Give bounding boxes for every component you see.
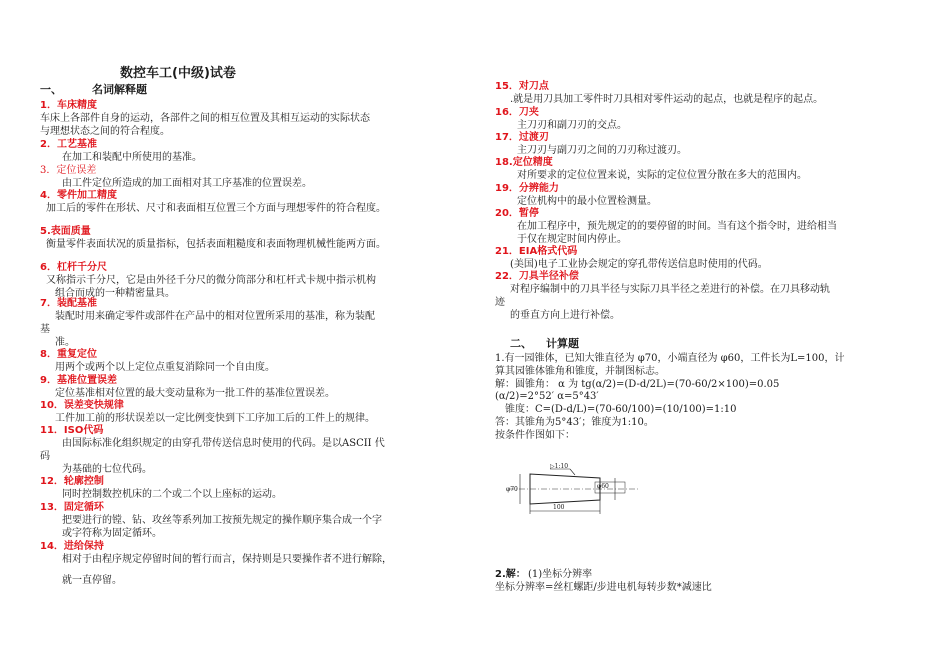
term-18: 18.定位精度 [495,157,553,168]
section2-heading: 计算题 [546,337,579,350]
term-7: 7．装配基准 [40,298,97,309]
q1-line5: 锥度：C=(D-d/L)=(70-60/100)=(10/100)=1:10 [505,404,737,415]
term-11: 11．ISO代码 [40,425,104,436]
fig-small-diameter: φ60 [597,483,609,490]
def-13-line2: 或字符称为固定循环。 [62,528,162,539]
term-1: 1．车床精度 [40,100,97,111]
def-22-line1: 对程序编制中的刀具半径与实际刀具半径之差进行的补偿。在刀具移动轨 [510,284,830,295]
q2-number: 2.解： [495,569,526,580]
term-20: 20．暂停 [495,208,539,219]
def-14-line1: 相对于由程序规定停留时间的暂行而言，保持则是只要操作者不进行解除， [62,554,392,565]
def-7-line2: 基 [40,324,50,335]
def-18-line1: 对所要求的定位位置来说，实际的定位位置分散在多大的范围内。 [517,170,807,181]
def-20-line2: 于仅在规定时间内停止。 [517,234,627,245]
term-19: 19．分辨能力 [495,183,559,194]
fig-big-diameter: φ70 [506,486,518,493]
term-6: 6．杠杆千分尺 [40,262,107,273]
q1-line1: 1.有一园锥体，已知大锥直径为 φ70，小端直径为 φ60，工件长为L=100，计 [495,353,845,364]
section1-heading: 名词解释题 [92,83,147,96]
def-15-line1: .就是用刀具加工零件时刀具相对零件运动的起点，也就是程序的起点。 [510,94,824,105]
def-21-line1: (美国)电子工业协会规定的穿孔带传送信息时使用的代码。 [510,259,768,270]
term-12: 12．轮廓控制 [40,476,104,487]
def-19-line1: 定位机构中的最小位置检测量。 [517,196,657,207]
def-4-line1: 加工后的零件在形状、尺寸和表面相互位置三个方面与理想零件的符合程度。 [46,203,386,214]
def-17-line1: 主刀刃与副刀刃之间的刀刃称过渡刃。 [517,145,687,156]
def-6-line2: 组合而成的一种精密量具。 [55,288,175,299]
q2-line2: 坐标分辨率=丝杠螺距/步进电机每转步数*减速比 [495,582,712,593]
def-22-line2: 迹 [495,297,505,308]
fig-length: 100 [553,504,565,511]
q1-line4: (α/2)=2°52′ α=5°43′ [495,391,599,402]
q1-line7: 按条件作图如下： [495,430,575,441]
term-9: 9．基准位置误差 [40,375,117,386]
term-14: 14．进给保持 [40,541,104,552]
fig-taper-label: ▷1:10 [550,463,569,470]
section2-number: 二、 [510,337,532,350]
def-11-line3: 为基础的七位代码。 [62,464,152,475]
def-8-line1: 用两个或两个以上定位点重复消除同一个自由度。 [55,362,275,373]
term-4: 4．零件加工精度 [40,190,117,201]
def-9-line1: 定位基准相对位置的最大变动量称为一批工件的基准位置误差。 [55,388,335,399]
def-6-line1: 又称指示千分尺，它是由外径千分尺的微分筒部分和杠杆式卡规中指示机构 [46,275,376,286]
page-title: 数控车工(中级)试卷 [120,66,236,81]
def-12-line1: 同时控制数控机床的二个或二个以上座标的运动。 [62,489,282,500]
term-3: 3．定位误差 [40,165,97,176]
def-2-line1: 在加工和装配中所使用的基准。 [62,152,202,163]
def-3-line1: 由工件定位所造成的加工面相对其工序基准的位置误差。 [62,178,312,189]
term-16: 16．刀夹 [495,107,539,118]
cone-figure [505,460,645,520]
q1-line6: 答：其锥角为5°43′；锥度为1:10。 [495,417,654,428]
term-22: 22．刀具半径补偿 [495,271,579,282]
def-1-line2: 与理想状态之间的符合程度。 [40,126,170,137]
term-13: 13．固定循环 [40,502,104,513]
term-5: 5.表面质量 [40,226,91,237]
def-7-line3: 准。 [55,337,75,348]
def-11-line2: 码 [40,451,50,462]
def-5-line1: 衡量零件表面状况的质量指标，包括表面粗糙度和表面物理机械性能两方面。 [46,239,386,250]
q1-line3: 解：圆锥角： α 为 tg(α/2)=(D-d/2L)=(70-60/2×100)=0.05 [495,379,780,390]
q1-line2: 算其园锥体锥角和锥度，并制图标志。 [495,366,665,377]
term-21: 21．EIA格式代码 [495,246,578,257]
def-16-line1: 主刀刃和副刀刃的交点。 [517,120,627,131]
def-13-line1: 把要进行的镗、钻、攻丝等系列加工按预先规定的操作顺序集合成一个字 [62,515,382,526]
def-11-line1: 由国际标准化组织规定的由穿孔带传送信息时使用的代码。是以ASCII 代 [62,438,385,449]
def-14-line2: 就一直停留。 [62,575,122,586]
term-8: 8．重复定位 [40,349,97,360]
term-10: 10．误差变快规律 [40,400,124,411]
term-2: 2．工艺基准 [40,139,97,150]
section1-number: 一、 [40,83,62,96]
q2-line1: (1)坐标分辨率 [528,569,593,580]
def-22-line3: 的垂直方向上进行补偿。 [510,310,620,321]
def-1-line1: 车床上各部件自身的运动，各部件之间的相互位置及其相互运动的实际状态 [40,113,370,124]
def-7-line1: 装配时用来确定零件或部件在产品中的相对位置所采用的基准，称为装配 [55,311,375,322]
term-17: 17．过渡刃 [495,132,549,143]
def-20-line1: 在加工程序中，预先规定的的要停留的时间。当有这个指令时，进给相当 [517,221,837,232]
term-15: 15．对刀点 [495,81,549,92]
def-10-line1: 工件加工前的形状误差以一定比例变快到下工序加工后的工件上的规律。 [55,413,375,424]
